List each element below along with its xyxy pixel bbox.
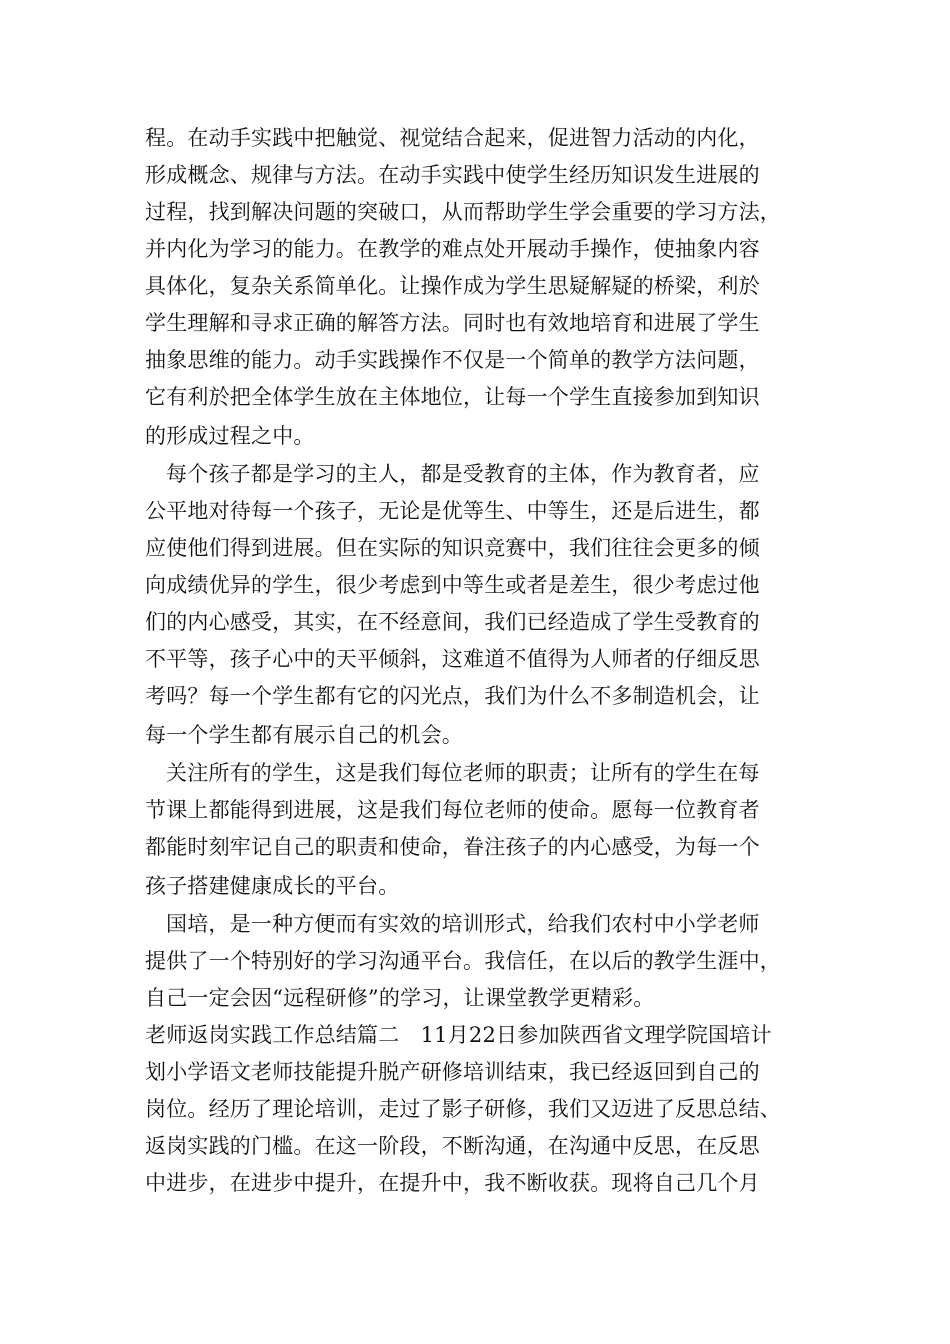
text-line: 都能时刻牢记自己的职责和使命，眷注孩子的内心感受，为每一个 (145, 835, 760, 859)
paragraph-start-line: 国培，是一种方便而有实效的培训形式，给我们农村中小学老师 (166, 912, 760, 936)
text-line: 自己一定会因“远程研修”的学习，让课堂教学更精彩。 (145, 986, 655, 1010)
text-line: 应使他们得到进展。但在实际的知识竞赛中，我们往往会更多的倾 (145, 536, 760, 560)
text-line: 抽象思维的能力。动手实践操作不仅是一个简单的教学方法问题， (145, 348, 760, 372)
text-line: 向成绩优异的学生，很少考虑到中等生或者是差生，很少考虑过他 (145, 573, 760, 597)
text-line: 划小学语文老师技能提升脱产研修培训结束，我已经返回到自己的 (145, 1060, 760, 1084)
text-line: 学生理解和寻求正确的解答方法。同时也有效地培育和进展了学生 (145, 311, 760, 335)
text-line: 每一个学生都有展示自己的机会。 (145, 723, 463, 747)
text-line: 岗位。经历了理论培训，走过了影子研修，我们又迈进了反思总结、 (145, 1097, 781, 1121)
paragraph-start-line: 每个孩子都是学习的主人，都是受教育的主体，作为教育者，应 (166, 462, 760, 486)
text-line: 并内化为学习的能力。在教学的难点处开展动手操作，使抽象内容 (145, 237, 760, 261)
document-body (145, 120, 825, 1202)
text-line: 的形成过程之中。 (145, 424, 315, 448)
text-line: 它有利於把全体学生放在主体地位，让每一个学生直接参加到知识 (145, 385, 760, 409)
text-line: 孩子搭建健康成长的平台。 (145, 874, 400, 898)
text-line: 节课上都能得到进展，这是我们每位老师的使命。愿每一位教育者 (145, 798, 760, 822)
text-line: 公平地对待每一个孩子，无论是优等生、中等生，还是后进生，都 (145, 499, 760, 523)
text-line: 提供了一个特别好的学习沟通平台。我信任，在以后的教学生涯中， (145, 949, 781, 973)
text-line: 不平等，孩子心中的天平倾斜，这难道不值得为人师者的仔细反思 (145, 647, 760, 671)
text-line: 具体化，复杂关系简单化。让操作成为学生思疑解疑的桥梁，利於 (145, 274, 760, 298)
text-line: 考吗？每一个学生都有它的闪光点，我们为什么不多制造机会，让 (145, 684, 760, 708)
text-line: 返岗实践的门槛。在这一阶段，不断沟通，在沟通中反思，在反思 (145, 1134, 760, 1158)
text-line: 们的内心感受，其实，在不经意间，我们已经造成了学生受教育的 (145, 610, 760, 634)
text-line: 过程，找到解决问题的突破口，从而帮助学生学会重要的学习方法， (145, 200, 781, 224)
paragraph-start-line: 关注所有的学生，这是我们每位老师的职责；让所有的学生在每 (166, 761, 760, 785)
text-line: 程。在动手实践中把触觉、视觉结合起来，促进智力活动的内化， (145, 126, 760, 150)
section-heading-line: 老师返岗实践工作总结篇二 11月22日参加陕西省文理学院国培计 (145, 1023, 772, 1047)
text-line: 形成概念、规律与方法。在动手实践中使学生经历知识发生进展的 (145, 163, 760, 187)
text-line: 中进步，在进步中提升，在提升中，我不断收获。现将自己几个月 (145, 1171, 760, 1195)
